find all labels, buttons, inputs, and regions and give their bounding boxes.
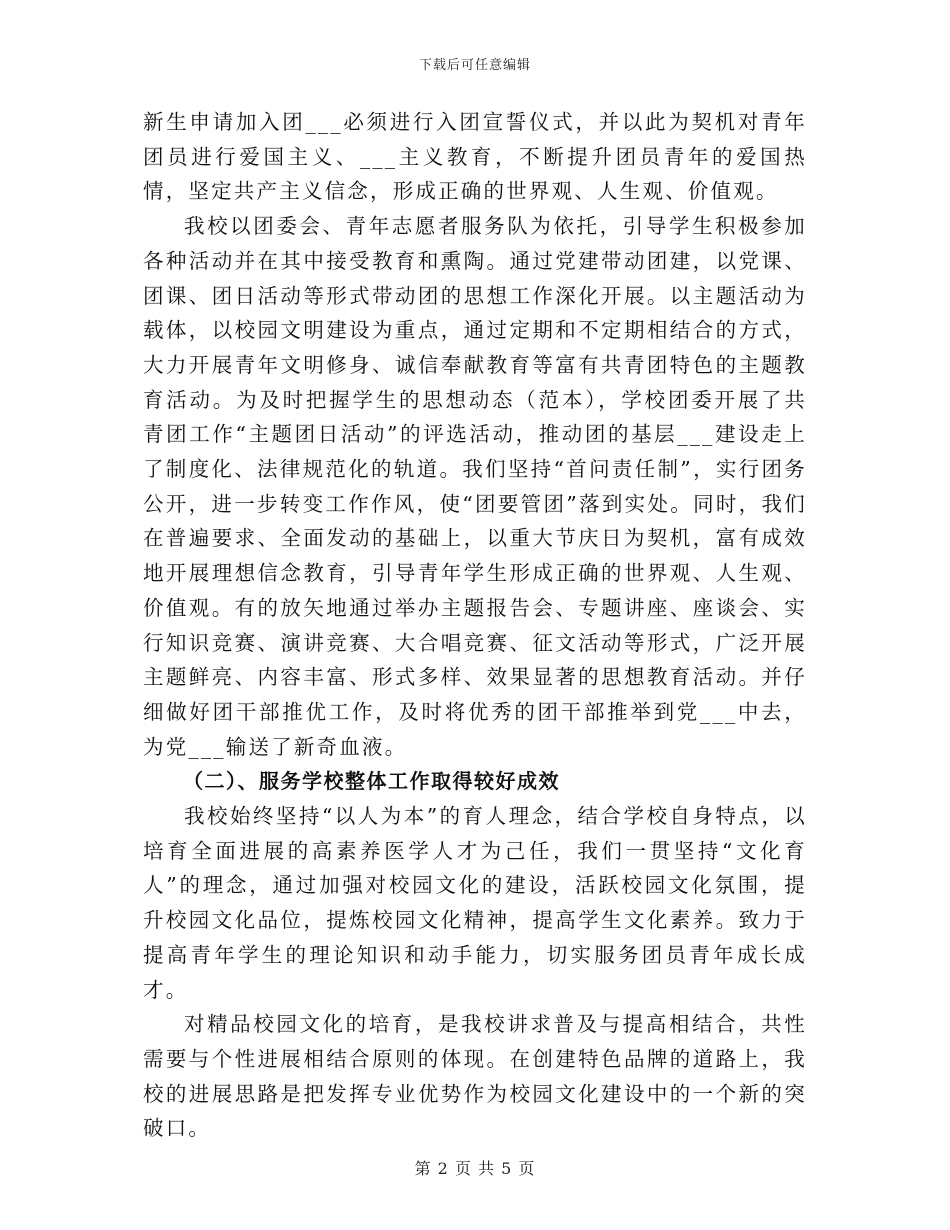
paragraph-education-philosophy: 我校始终坚持“以人为本”的育人理念，结合学校自身特点，以培育全面进展的高素养医学人才为己任，我们一贯坚持“文化育人”的理念，通过加强对校园文化的建设，活跃校园文化氛围，提升校园文化品位，提炼校园文化精神，提高学生文化素养。致力于提高青年学生的理论知识和动手能力，切实服务团员青年成长成才。 [143, 804, 807, 1002]
paragraph-campus-culture: 对精品校园文化的培育，是我校讲求普及与提高相结合，共性需要与个性进展相结合原则的体现。在创建特色品牌的道路上，我校的进展思路是把发挥专业优势作为校园文化建设中的一个新的突破口。 [143, 1012, 807, 1141]
page-number-footer: 第 2 页 共 5 页 [414, 1159, 536, 1178]
paragraph-continued: 新生申请加入团___必须进行入团宣誓仪式，并以此为契机对青年团员进行爱国主义、___主义教育，不断提升团员青年的爱国热情，坚定共产主义信念，形成正确的世界观、人生观、价值观。 [143, 110, 807, 204]
section-heading: （二）、服务学校整体工作取得较好成效 [183, 769, 560, 794]
document-body [143, 105, 807, 1146]
paragraph-league-activities: 我校以团委会、青年志愿者服务队为依托，引导学生积极参加各种活动并在其中接受教育和熏陶。通过党建带动团建，以党课、团课、团日活动等形式带动团的思想工作深化开展。以主题活动为载体，以校园文明建设为重点，通过定期和不定期相结合的方式，大力开展青年文明修身、诚信奉献教育等富有共青团特色的主题教育活动。为及时把握学生的思想动态（范本），学校团委开展了共青团工作“主题团日活动”的评选活动，推动团的基层___建设走上了制度化、法律规范化的轨道。我们坚持“首问责任制”，实行团务公开，进一步转变工作作风，使“团要管团”落到实处。同时，我们在普遍要求、全面发动的基础上，以重大节庆日为契机，富有成效地开展理想信念教育，引导青年学生形成正确的世界观、人生观、价值观。有的放矢地通过举办主题报告会、专题讲座、座谈会、实行知识竞赛、演讲竞赛、大合唱竞赛、征文活动等形式，广泛开展主题鲜亮、内容丰富、形式多样、效果显著的思想教育活动。并仔细做好团干部推优工作，及时将优秀的团干部推举到党___中去，为党___输送了新奇血液。 [143, 214, 807, 759]
page-header: 下载后可任意编辑 [418, 58, 531, 73]
